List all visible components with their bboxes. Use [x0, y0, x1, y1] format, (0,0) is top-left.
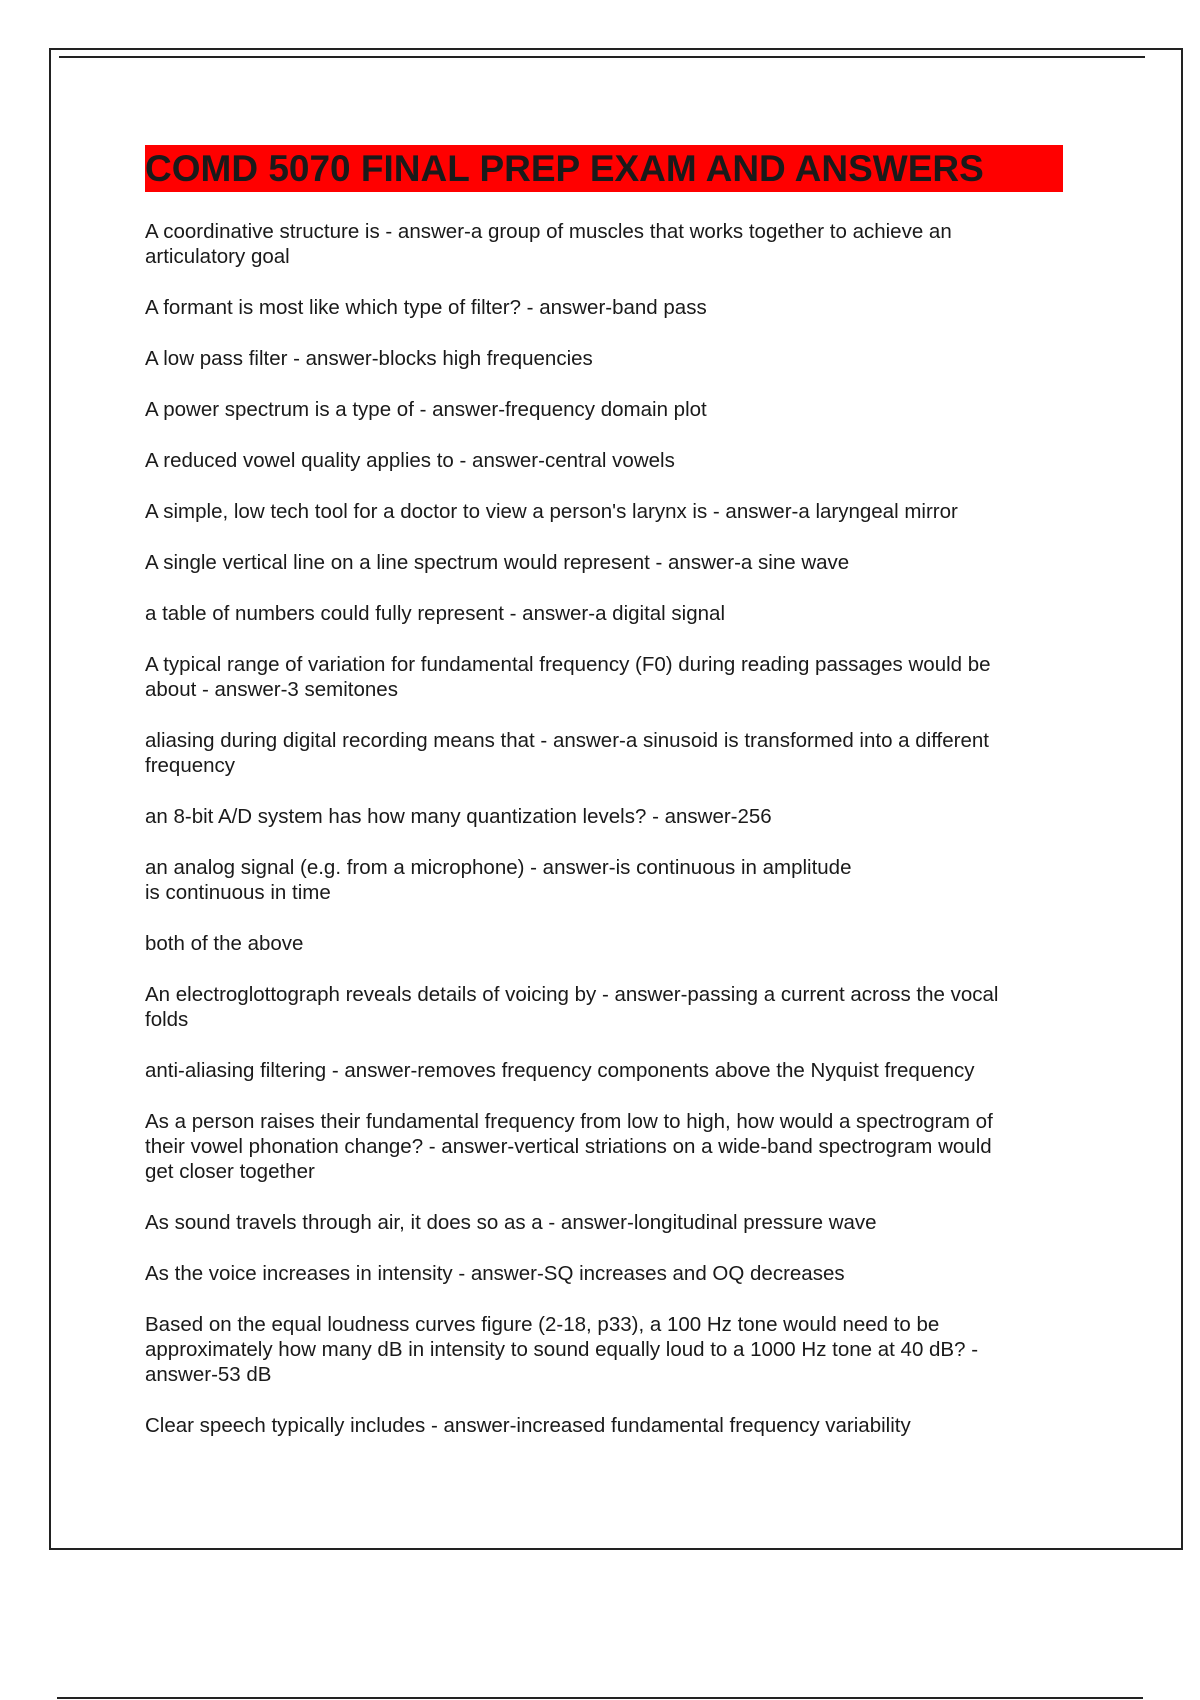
qa-item: a table of numbers could fully represent - answer-a digital signal	[145, 602, 725, 625]
qa-item: A power spectrum is a type of - answer-frequency domain plot	[145, 398, 707, 421]
qa-item: A formant is most like which type of filter? - answer-band pass	[145, 296, 707, 319]
footer-rule	[57, 1697, 1143, 1699]
document-title: COMD 5070 FINAL PREP EXAM AND ANSWERS	[145, 145, 1063, 192]
qa-item: A reduced vowel quality applies to - answer-central vowels	[145, 449, 675, 472]
qa-item: Clear speech typically includes - answer-increased fundamental frequency variability	[145, 1414, 911, 1437]
qa-item: As sound travels through air, it does so as a - answer-longitudinal pressure wave	[145, 1211, 877, 1234]
qa-item: both of the above	[145, 932, 304, 955]
qa-item: A coordinative structure is - answer-a group of muscles that works together to achieve an articulatory goal	[145, 220, 952, 268]
qa-item: A simple, low tech tool for a doctor to view a person's larynx is - answer-a laryngeal mirror	[145, 500, 958, 523]
document-body	[145, 145, 1075, 1464]
qa-item: An electroglottograph reveals details of voicing by - answer-passing a current across the vocal folds	[145, 983, 999, 1031]
qa-item: Based on the equal loudness curves figure (2-18, p33), a 100 Hz tone would need to be approximately how many dB in intensity to sound equally loud to a 1000 Hz tone at 40 dB? - answer-53 dB	[145, 1313, 979, 1386]
qa-item: A low pass filter - answer-blocks high frequencies	[145, 347, 593, 370]
qa-item: an analog signal (e.g. from a microphone) - answer-is continuous in amplitude is continuous in time	[145, 856, 852, 904]
qa-item: anti-aliasing filtering - answer-removes frequency components above the Nyquist frequency	[145, 1059, 975, 1082]
header-rule	[59, 56, 1145, 58]
qa-item: A typical range of variation for fundamental frequency (F0) during reading passages would be about - answer-3 semitones	[145, 653, 991, 701]
qa-item: As the voice increases in intensity - answer-SQ increases and OQ decreases	[145, 1262, 845, 1285]
qa-item: aliasing during digital recording means that - answer-a sinusoid is transformed into a different frequency	[145, 729, 989, 777]
qa-item: A single vertical line on a line spectrum would represent - answer-a sine wave	[145, 551, 850, 574]
qa-item: an 8-bit A/D system has how many quantization levels? - answer-256	[145, 805, 772, 828]
qa-list	[145, 219, 1075, 1438]
qa-item: As a person raises their fundamental frequency from low to high, how would a spectrogram of their vowel phonation change? - answer-vertical striations on a wide-band spectrogram would get closer together	[145, 1110, 993, 1183]
